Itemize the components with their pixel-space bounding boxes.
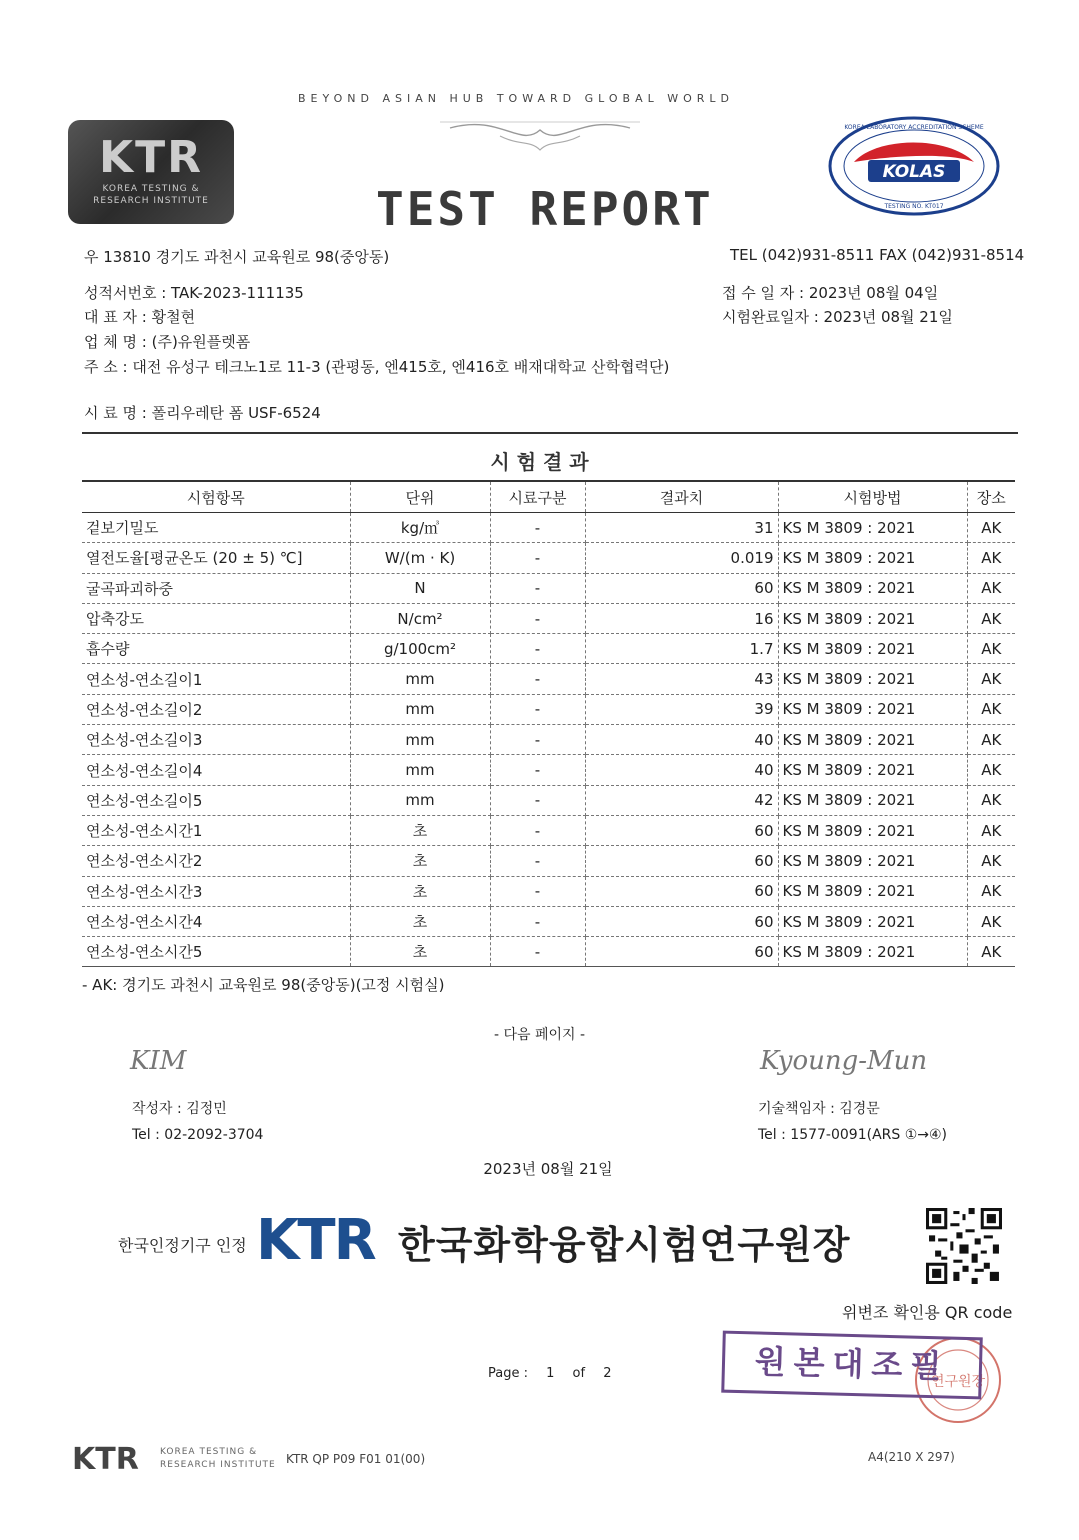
result-cell: 0.019: [585, 543, 778, 573]
location-cell: AK: [967, 603, 1015, 633]
item-cell: 연소성-연소길이3: [82, 725, 350, 755]
item-cell: 연소성-연소시간4: [82, 906, 350, 936]
qr-code-icon: [926, 1208, 1002, 1284]
unit-cell: 초: [350, 876, 490, 906]
location-cell: AK: [967, 725, 1015, 755]
contact-line: TEL (042)931-8511 FAX (042)931-8514: [730, 246, 1025, 264]
sample-name: 시 료 명 : 폴리우레탄 폼 USF-6524: [84, 404, 321, 422]
original-copy-stamp: 원본대조필: [721, 1331, 983, 1400]
table-row: [82, 876, 1015, 906]
unit-cell: kg/㎥: [350, 513, 490, 543]
unit-cell: N: [350, 573, 490, 603]
writer-name: 작성자 : 김정민: [132, 1101, 227, 1117]
unit-cell: 초: [350, 815, 490, 845]
item-cell: 겉보기밀도: [82, 513, 350, 543]
col-header: 시료구분: [490, 481, 585, 513]
section-rule: [82, 432, 1018, 434]
item-cell: 연소성-연소길이2: [82, 694, 350, 724]
col-header: 시험항목: [82, 481, 350, 513]
qr-caption: 위변조 확인용 QR code: [842, 1303, 1013, 1322]
location-cell: AK: [967, 815, 1015, 845]
item-cell: 굴곡파괴하중: [82, 573, 350, 603]
location-cell: AK: [967, 906, 1015, 936]
ktr-logo: [68, 120, 234, 224]
result-cell: 31: [585, 513, 778, 543]
footer-ktr-logo: KTR: [72, 1442, 139, 1477]
unit-cell: mm: [350, 694, 490, 724]
method-cell: KS M 3809 : 2021: [778, 694, 967, 724]
report-number: 성적서번호 : TAK-2023-111135: [84, 284, 304, 302]
method-cell: KS M 3809 : 2021: [778, 906, 967, 936]
unit-cell: 초: [350, 937, 490, 967]
item-cell: 연소성-연소시간2: [82, 846, 350, 876]
item-cell: 연소성-연소시간5: [82, 937, 350, 967]
result-cell: 39: [585, 694, 778, 724]
location-cell: AK: [967, 513, 1015, 543]
item-cell: 연소성-연소길이4: [82, 755, 350, 785]
footer-logo-sub: [160, 1446, 276, 1472]
completed-date: 시험완료일자 : 2023년 08월 21일: [722, 308, 953, 326]
item-cell: 열전도율[평균온도 (20 ± 5) ℃]: [82, 543, 350, 573]
location-cell: AK: [967, 634, 1015, 664]
unit-cell: mm: [350, 664, 490, 694]
table-row: [82, 846, 1015, 876]
table-row: [82, 906, 1015, 936]
result-cell: 1.7: [585, 634, 778, 664]
item-cell: 연소성-연소길이1: [82, 664, 350, 694]
table-row: [82, 603, 1015, 633]
method-cell: KS M 3809 : 2021: [778, 755, 967, 785]
item-cell: 연소성-연소시간1: [82, 815, 350, 845]
table-row: [82, 634, 1015, 664]
result-cell: 60: [585, 573, 778, 603]
method-cell: KS M 3809 : 2021: [778, 664, 967, 694]
item-cell: 흡수량: [82, 634, 350, 664]
unit-cell: 초: [350, 906, 490, 936]
result-cell: 60: [585, 846, 778, 876]
unit-cell: N/cm²: [350, 603, 490, 633]
seal-text: 연구원장: [930, 1374, 986, 1390]
manager-tel: Tel : 1577-0091(ARS ①→④): [758, 1127, 947, 1143]
form-code: KTR QP P09 F01 01(00): [286, 1452, 426, 1466]
sample-type-cell: -: [490, 937, 585, 967]
ktr-org-logo: KTR: [256, 1208, 375, 1273]
sample-type-cell: -: [490, 755, 585, 785]
sample-type-cell: -: [490, 815, 585, 845]
sample-type-cell: -: [490, 846, 585, 876]
page-total: 2: [603, 1366, 612, 1381]
sample-type-cell: -: [490, 513, 585, 543]
result-cell: 40: [585, 725, 778, 755]
manager-name: 기술책임자 : 김경문: [758, 1101, 880, 1117]
next-page-note: - 다음 페이지 -: [493, 1027, 586, 1043]
location-cell: AK: [967, 694, 1015, 724]
sample-type-cell: -: [490, 603, 585, 633]
page-of: of: [572, 1366, 586, 1381]
item-cell: 압축강도: [82, 603, 350, 633]
table-header-row: [82, 481, 1015, 513]
table-row: [82, 755, 1015, 785]
method-cell: KS M 3809 : 2021: [778, 725, 967, 755]
method-cell: KS M 3809 : 2021: [778, 846, 967, 876]
col-header: 장소: [967, 481, 1015, 513]
method-cell: KS M 3809 : 2021: [778, 573, 967, 603]
representative: 대 표 자 : 황철현: [84, 308, 196, 326]
method-cell: KS M 3809 : 2021: [778, 785, 967, 815]
kolas-logo: [828, 116, 1000, 216]
result-cell: 42: [585, 785, 778, 815]
method-cell: KS M 3809 : 2021: [778, 634, 967, 664]
unit-cell: mm: [350, 785, 490, 815]
company-address: 주 소 : 대전 유성구 테크노1로 11-3 (관평동, 엔415호, 엔416호 배재대학교 산학협력단): [84, 358, 670, 376]
unit-cell: W/(m · K): [350, 543, 490, 573]
result-cell: 43: [585, 664, 778, 694]
sample-type-cell: -: [490, 694, 585, 724]
table-row: [82, 694, 1015, 724]
table-row: [82, 573, 1015, 603]
item-cell: 연소성-연소시간3: [82, 876, 350, 906]
ktr-logo-sub2: RESEARCH INSTITUTE: [93, 196, 209, 206]
writer-tel: Tel : 02-2092-3704: [132, 1127, 264, 1143]
method-cell: KS M 3809 : 2021: [778, 603, 967, 633]
col-header: 시험방법: [778, 481, 967, 513]
method-cell: KS M 3809 : 2021: [778, 543, 967, 573]
kolas-testing-no: TESTING NO. KT017: [884, 203, 944, 210]
table-row: [82, 815, 1015, 845]
sample-type-cell: -: [490, 876, 585, 906]
location-cell: AK: [967, 785, 1015, 815]
org-name: 한국화학융합시험연구원장: [398, 1223, 851, 1267]
footer-logo-sub1: KOREA TESTING &: [160, 1447, 258, 1457]
manager-signature: Kyoung-Mun: [760, 1046, 928, 1076]
kolas-name: KOLAS: [882, 162, 946, 182]
sample-type-cell: -: [490, 543, 585, 573]
company-name: 업 체 명 : (주)유원플렛폼: [84, 333, 251, 351]
col-header: 단위: [350, 481, 490, 513]
table-row: [82, 725, 1015, 755]
table-row: [82, 664, 1015, 694]
table-row: [82, 543, 1015, 573]
ktr-logo-text: KTR: [99, 132, 203, 183]
sample-type-cell: -: [490, 725, 585, 755]
results-title: 시 험 결 과: [490, 450, 589, 474]
page-label: Page :: [488, 1366, 528, 1381]
table-row: [82, 513, 1015, 543]
result-cell: 60: [585, 906, 778, 936]
footer-logo-sub2: RESEARCH INSTITUTE: [160, 1460, 276, 1470]
accreditation-prefix: 한국인정기구 인정: [118, 1236, 247, 1255]
unit-cell: mm: [350, 725, 490, 755]
location-cell: AK: [967, 755, 1015, 785]
ktr-logo-sub1: KOREA TESTING &: [102, 184, 200, 194]
result-cell: 16: [585, 603, 778, 633]
method-cell: KS M 3809 : 2021: [778, 513, 967, 543]
sample-type-cell: -: [490, 664, 585, 694]
page-number: [488, 1366, 612, 1381]
table-row: [82, 937, 1015, 967]
col-header: 결과치: [585, 481, 778, 513]
sample-type-cell: -: [490, 906, 585, 936]
received-date: 접 수 일 자 : 2023년 08월 04일: [722, 284, 939, 302]
location-cell: AK: [967, 846, 1015, 876]
table-row: [82, 785, 1015, 815]
method-cell: KS M 3809 : 2021: [778, 815, 967, 845]
sample-type-cell: -: [490, 634, 585, 664]
footnote: - AK: 경기도 과천시 교육원로 98(중앙동)(고정 시험실): [82, 976, 445, 994]
results-table: [82, 480, 1015, 967]
writer-signature: KIM: [130, 1046, 187, 1076]
kolas-ring-text: KOREA LABORATORY ACCREDITATION SCHEME: [844, 124, 984, 131]
location-cell: AK: [967, 876, 1015, 906]
method-cell: KS M 3809 : 2021: [778, 876, 967, 906]
tagline: BEYOND ASIAN HUB TOWARD GLOBAL WORLD: [298, 92, 735, 105]
method-cell: KS M 3809 : 2021: [778, 937, 967, 967]
item-cell: 연소성-연소길이5: [82, 785, 350, 815]
page-current: 1: [546, 1366, 555, 1381]
sample-type-cell: -: [490, 573, 585, 603]
location-cell: AK: [967, 937, 1015, 967]
report-title: TEST REPORT: [376, 182, 714, 236]
result-cell: 60: [585, 937, 778, 967]
issue-date: 2023년 08월 21일: [483, 1160, 613, 1178]
unit-cell: g/100cm²: [350, 634, 490, 664]
ornament-icon: [440, 110, 640, 158]
paper-size: A4(210 X 297): [868, 1450, 955, 1464]
result-cell: 60: [585, 815, 778, 845]
unit-cell: mm: [350, 755, 490, 785]
results-body: [82, 513, 1015, 967]
result-cell: 60: [585, 876, 778, 906]
location-cell: AK: [967, 664, 1015, 694]
location-cell: AK: [967, 573, 1015, 603]
result-cell: 40: [585, 755, 778, 785]
address-line: 우 13810 경기도 과천시 교육원로 98(중앙동): [84, 248, 390, 266]
sample-type-cell: -: [490, 785, 585, 815]
location-cell: AK: [967, 543, 1015, 573]
unit-cell: 초: [350, 846, 490, 876]
